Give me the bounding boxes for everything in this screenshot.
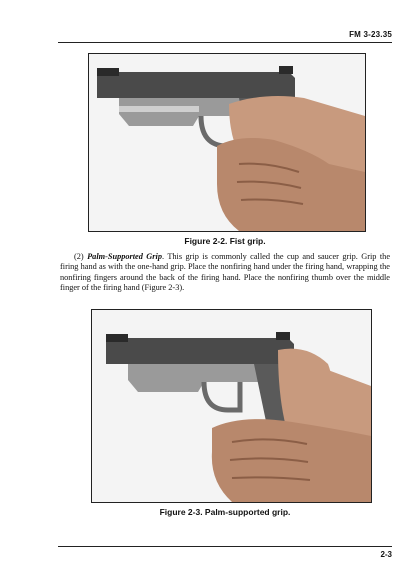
paragraph-body-text: . This grip is commonly called the cup and saucer grip. Grip the firing hand as with the one-hand grip. Place the nonfiring hand under the firing hand, wrapping the nonfiring fingers around the back of the firing hand. Place the nonfiring thumb over the middle finger of the firing hand (Figure 2-3). (60, 252, 391, 293)
fist-grip-photo (88, 53, 366, 232)
footer-rule (58, 546, 392, 547)
paragraph-lead-term: Palm-Supported Grip (87, 252, 162, 261)
page-number: 2-3 (380, 550, 392, 559)
paragraph-number: (2) (74, 252, 88, 261)
figure-caption: Figure 2-2. Fist grip. (184, 236, 266, 246)
pistol-fist-grip-illustration (89, 54, 365, 231)
header-rule (58, 42, 392, 43)
palm-supported-grip-photo (91, 309, 372, 503)
pistol-palm-supported-grip-illustration (92, 310, 371, 502)
body-paragraph (60, 252, 390, 294)
document-code: FM 3-23.35 (349, 30, 392, 39)
figure-caption: Figure 2-3. Palm-supported grip. (159, 507, 291, 517)
